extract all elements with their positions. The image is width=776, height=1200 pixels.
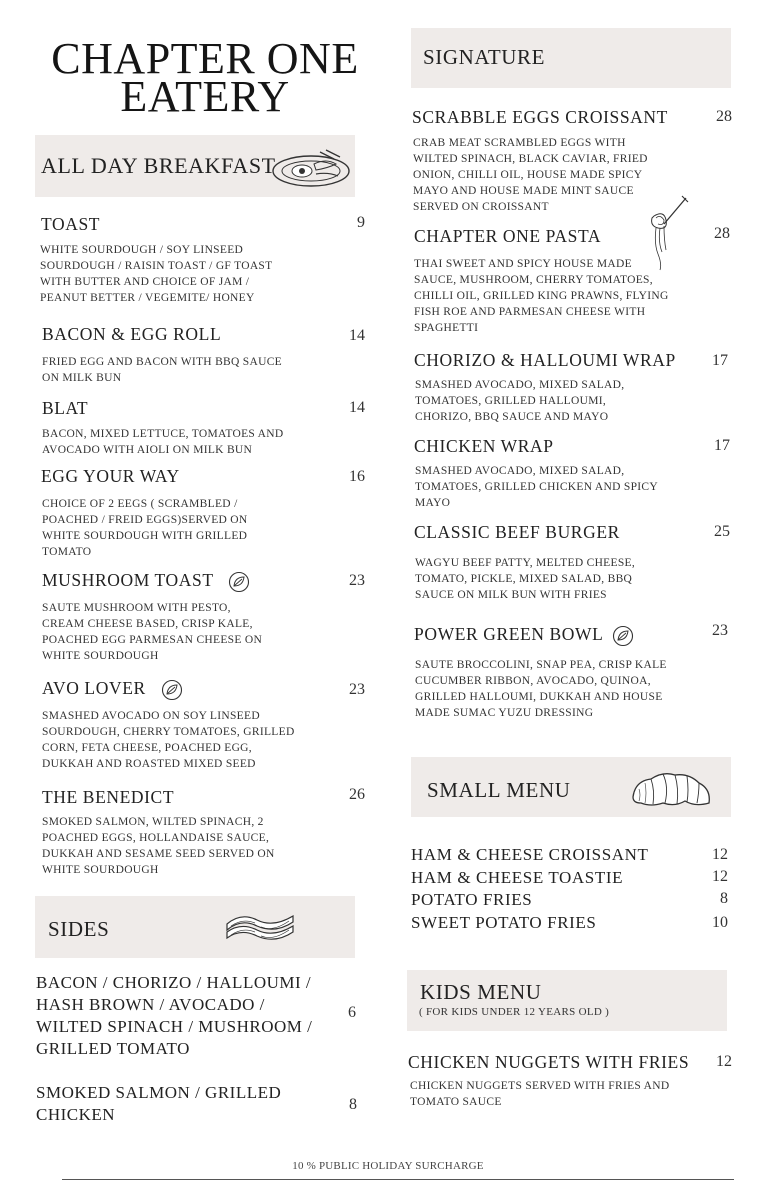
menu-item-description: CRAB MEAT SCRAMBLED EGGS WITH WILTED SPINACH, BLACK CAVIAR, FRIED ONION, CHILLI OIL, HOUSE MADE SPICY MAYO AND HOUSE MADE MINT SAUCE SERVED ON CROISSANT <box>413 137 648 213</box>
vegan-leaf-icon <box>161 679 183 701</box>
menu-item-name: TOAST <box>41 214 101 234</box>
bacon-icon <box>223 908 297 948</box>
breakfast-section-title: ALL DAY BREAKFAST <box>41 153 276 178</box>
small-menu-item-price: 10 <box>712 914 728 931</box>
small-menu-item-name: POTATO FRIES <box>411 890 533 909</box>
menu-item-name <box>414 624 634 647</box>
menu-item-price: 14 <box>349 399 365 416</box>
menu-item-name: SCRABBLE EGGS CROISSANT <box>412 107 668 127</box>
menu-item-name: CLASSIC BEEF BURGER <box>414 522 620 542</box>
menu-item-name: BACON & EGG ROLL <box>42 324 222 344</box>
holiday-surcharge-note: 10 % PUBLIC HOLIDAY SURCHARGE <box>292 1160 484 1172</box>
small-menu-item-price: 8 <box>720 890 728 907</box>
menu-item-description: WAGYU BEEF PATTY, MELTED CHEESE, TOMATO, PICKLE, MIXED SALAD, BBQ SAUCE ON MILK BUN WITH FRIES <box>415 557 636 601</box>
sides-section-header <box>35 896 355 958</box>
small-menu-item-name: HAM & CHEESE CROISSANT <box>411 845 649 864</box>
vegan-leaf-icon <box>228 571 250 593</box>
footer-divider <box>62 1179 734 1180</box>
vegan-leaf-icon <box>612 625 634 647</box>
menu-item-price: 9 <box>357 214 365 231</box>
sides-item-name: SMOKED SALMON / GRILLED CHICKEN <box>36 1083 282 1124</box>
restaurant-title-line1: CHAPTER ONE <box>51 34 359 83</box>
small-menu-section-title: SMALL MENU <box>427 778 571 802</box>
menu-item-price: 25 <box>714 523 730 540</box>
restaurant-title <box>30 34 380 121</box>
small-menu-item-name: HAM & CHEESE TOASTIE <box>411 868 624 887</box>
menu-item-price: 16 <box>349 468 365 485</box>
menu-item-name-text: MUSHROOM TOAST <box>42 570 214 590</box>
small-menu-item-price: 12 <box>712 846 728 863</box>
breakfast-section-header <box>35 135 355 197</box>
menu-item-description: SMASHED AVOCADO ON SOY LINSEED SOURDOUGH, CHERRY TOMATOES, GRILLED CORN, FETA CHEESE, POACHED EGG, DUKKAH AND ROASTED MIXED SEED <box>42 710 295 770</box>
menu-item-name <box>42 678 183 701</box>
menu-item-name: CHAPTER ONE PASTA <box>414 226 602 246</box>
menu-item-price: 23 <box>712 622 728 639</box>
menu-item-price: 14 <box>349 327 365 344</box>
sides-item-name: BACON / CHORIZO / HALLOUMI / HASH BROWN / AVOCADO / WILTED SPINACH / MUSHROOM / GRILLED TOMATO <box>36 973 313 1058</box>
menu-item-name <box>42 570 250 593</box>
menu-item-name: EGG YOUR WAY <box>41 466 180 486</box>
menu-item-description: FRIED EGG AND BACON WITH BBQ SAUCE ON MILK BUN <box>42 356 282 384</box>
kids-menu-item-description: CHICKEN NUGGETS SERVED WITH FRIES AND TOMATO SAUCE <box>410 1080 670 1108</box>
kids-menu-section-header <box>407 970 727 1031</box>
menu-item-description: WHITE SOURDOUGH / SOY LINSEED SOURDOUGH / RAISIN TOAST / GF TOAST WITH BUTTER AND CHOICE OF JAM / PEANUT BETTER / VEGEMITE/ HONEY <box>40 244 273 304</box>
menu-item-name: BLAT <box>42 398 89 418</box>
menu-item-price: 23 <box>349 681 365 698</box>
sides-item-price: 6 <box>348 1004 356 1021</box>
menu-item-name-text: AVO LOVER <box>42 678 146 698</box>
small-menu-section-header <box>411 757 731 817</box>
menu-item-name: CHICKEN WRAP <box>414 436 554 456</box>
menu-item-description: CHOICE OF 2 EEGS ( SCRAMBLED / POACHED / FREID EGGS)SERVED ON WHITE SOURDOUGH WITH GRILLED TOMATO <box>42 498 248 558</box>
menu-item-description: BACON, MIXED LETTUCE, TOMATOES AND AVOCADO WITH AIOLI ON MILK BUN <box>42 428 284 456</box>
kids-menu-section-title: KIDS MENU <box>420 980 542 1004</box>
menu-item-description: SAUTE BROCCOLINI, SNAP PEA, CRISP KALE CUCUMBER RIBBON, AVOCADO, QUINOA, GRILLED HALLOUMI, DUKKAH AND HOUSE MADE SUMAC YUZU DRESSING <box>415 659 667 719</box>
small-menu-item-price: 12 <box>712 868 728 885</box>
menu-item-price: 28 <box>714 225 730 242</box>
signature-section-header <box>411 28 731 88</box>
menu-item-name: THE BENEDICT <box>42 787 175 807</box>
sides-item-price: 8 <box>349 1096 357 1113</box>
menu-item-description: SAUTE MUSHROOM WITH PESTO, CREAM CHEESE BASED, CRISP KALE, POACHED EGG PARMESAN CHEESE ON WHITE SOURDOUGH <box>42 602 263 662</box>
croissant-icon <box>629 767 715 811</box>
menu-item-price: 17 <box>714 437 730 454</box>
menu-item-description: SMASHED AVOCADO, MIXED SALAD, TOMATOES, GRILLED HALLOUMI, CHORIZO, BBQ SAUCE AND MAYO <box>415 379 625 423</box>
small-menu-item-name: SWEET POTATO FRIES <box>411 913 597 932</box>
menu-item-price: 23 <box>349 572 365 589</box>
menu-item-price: 17 <box>712 352 728 369</box>
menu-item-name: CHORIZO & HALLOUMI WRAP <box>414 350 676 370</box>
kids-menu-item-price: 12 <box>716 1053 732 1070</box>
menu-item-price: 26 <box>349 786 365 803</box>
menu-item-description: THAI SWEET AND SPICY HOUSE MADE SAUCE, MUSHROOM, CHERRY TOMATOES, CHILLI OIL, GRILLED KING PRAWNS, FLYING FISH ROE AND PARMESAN CHEESE WITH SPAGHETTI <box>414 258 669 334</box>
menu-item-description: SMOKED SALMON, WILTED SPINACH, 2 POACHED EGGS, HOLLANDAISE SAUCE, DUKKAH AND SESAME SEED SERVED ON WHITE SOURDOUGH <box>42 816 275 876</box>
kids-menu-subtitle: ( FOR KIDS UNDER 12 YEARS OLD ) <box>419 1006 610 1018</box>
signature-section-title: SIGNATURE <box>423 45 546 69</box>
breakfast-plate-icon <box>270 146 352 188</box>
menu-item-price: 28 <box>716 108 732 125</box>
menu-item-name-text: POWER GREEN BOWL <box>414 624 603 644</box>
sides-section-title: SIDES <box>48 917 110 941</box>
menu-item-description: SMASHED AVOCADO, MIXED SALAD, TOMATOES, GRILLED CHICKEN AND SPICY MAYO <box>415 465 658 509</box>
restaurant-title-line2: EATERY <box>120 72 290 121</box>
kids-menu-item-name: CHICKEN NUGGETS WITH FRIES <box>408 1052 690 1072</box>
